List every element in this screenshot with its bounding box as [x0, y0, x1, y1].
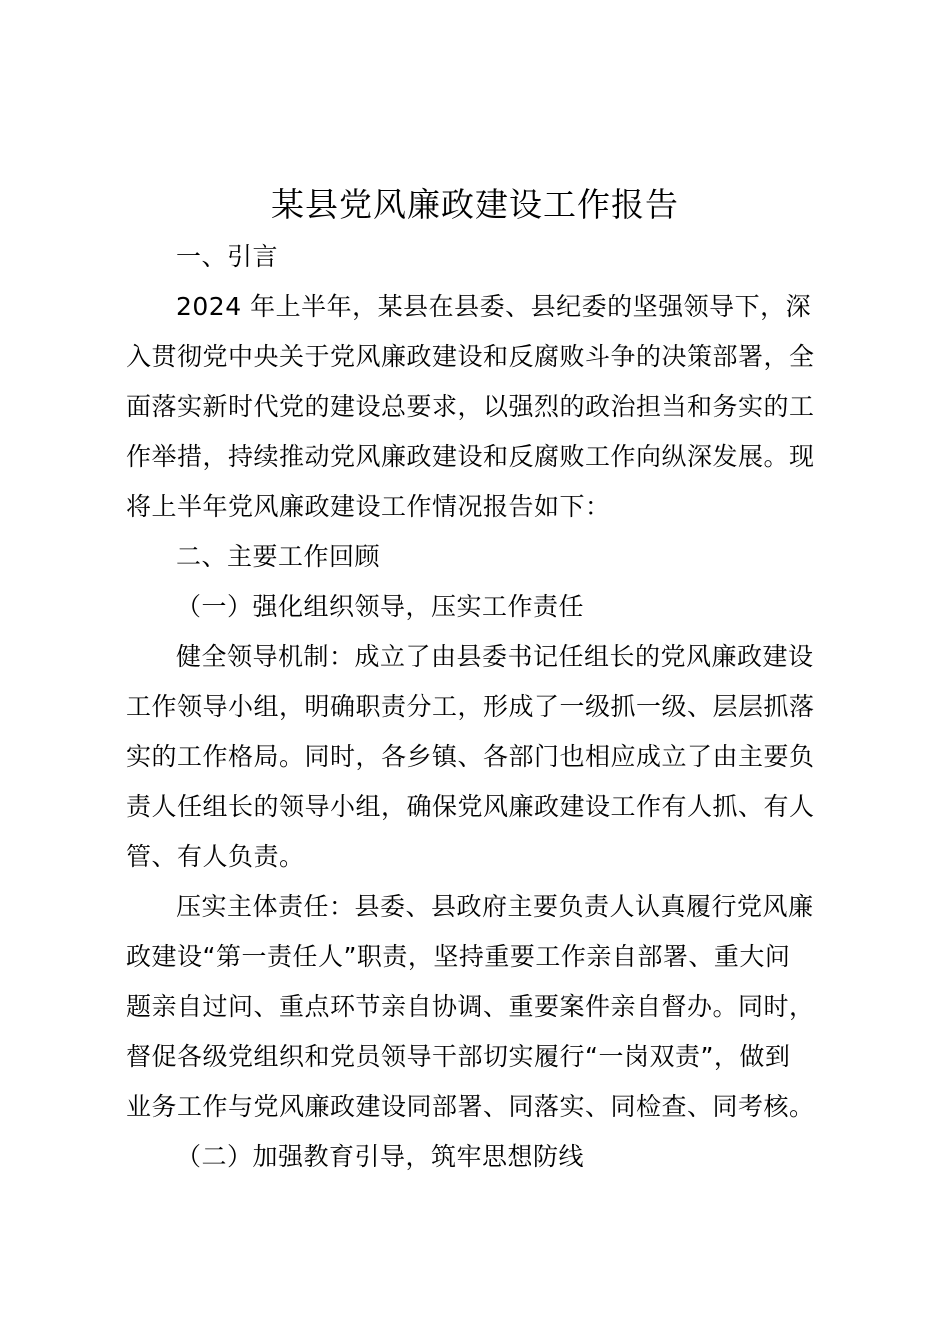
paragraph-line: 面落实新时代党的建设总要求，以强烈的政治担当和务实的工	[126, 392, 815, 421]
paragraph-line: 题亲自过问、重点环节亲自协调、重要案件亲自督办。同时，	[126, 992, 815, 1021]
document-body	[126, 232, 836, 1182]
section-heading-intro: 一、引言	[176, 242, 279, 271]
paragraph-line: 业务工作与党风廉政建设同部署、同落实、同检查、同考核。	[126, 1092, 815, 1121]
subsection-heading-2: （二）加强教育引导，筑牢思想防线	[176, 1142, 585, 1171]
paragraph-line: 将上半年党风廉政建设工作情况报告如下：	[126, 492, 611, 521]
paragraph-line: 实的工作格局。同时，各乡镇、各部门也相应成立了由主要负	[126, 742, 815, 771]
paragraph-line: 入贯彻党中央关于党风廉政建设和反腐败斗争的决策部署，全	[126, 342, 815, 371]
document-title: 某县党风廉政建设工作报告	[271, 185, 679, 224]
paragraph-line: 工作领导小组，明确职责分工，形成了一级抓一级、层层抓落	[126, 692, 815, 721]
paragraph-line: 管、有人负责。	[126, 842, 305, 871]
paragraph-line: 2024 年上半年，某县在县委、县纪委的坚强领导下，深	[176, 292, 812, 321]
paragraph-line: 责人任组长的领导小组，确保党风廉政建设工作有人抓、有人	[126, 792, 815, 821]
paragraph-line: 健全领导机制：成立了由县委书记任组长的党风廉政建设	[176, 642, 814, 671]
section-heading-review: 二、主要工作回顾	[176, 542, 381, 571]
paragraph-line: 政建设“第一责任人”职责，坚持重要工作亲自部署、重大问	[126, 942, 791, 971]
paragraph-line: 督促各级党组织和党员领导干部切实履行“一岗双责”，做到	[126, 1042, 791, 1071]
paragraph-line: 作举措，持续推动党风廉政建设和反腐败工作向纵深发展。现	[126, 442, 815, 471]
subsection-heading-1: （一）强化组织领导，压实工作责任	[176, 592, 585, 621]
paragraph-line: 压实主体责任：县委、县政府主要负责人认真履行党风廉	[176, 892, 814, 921]
